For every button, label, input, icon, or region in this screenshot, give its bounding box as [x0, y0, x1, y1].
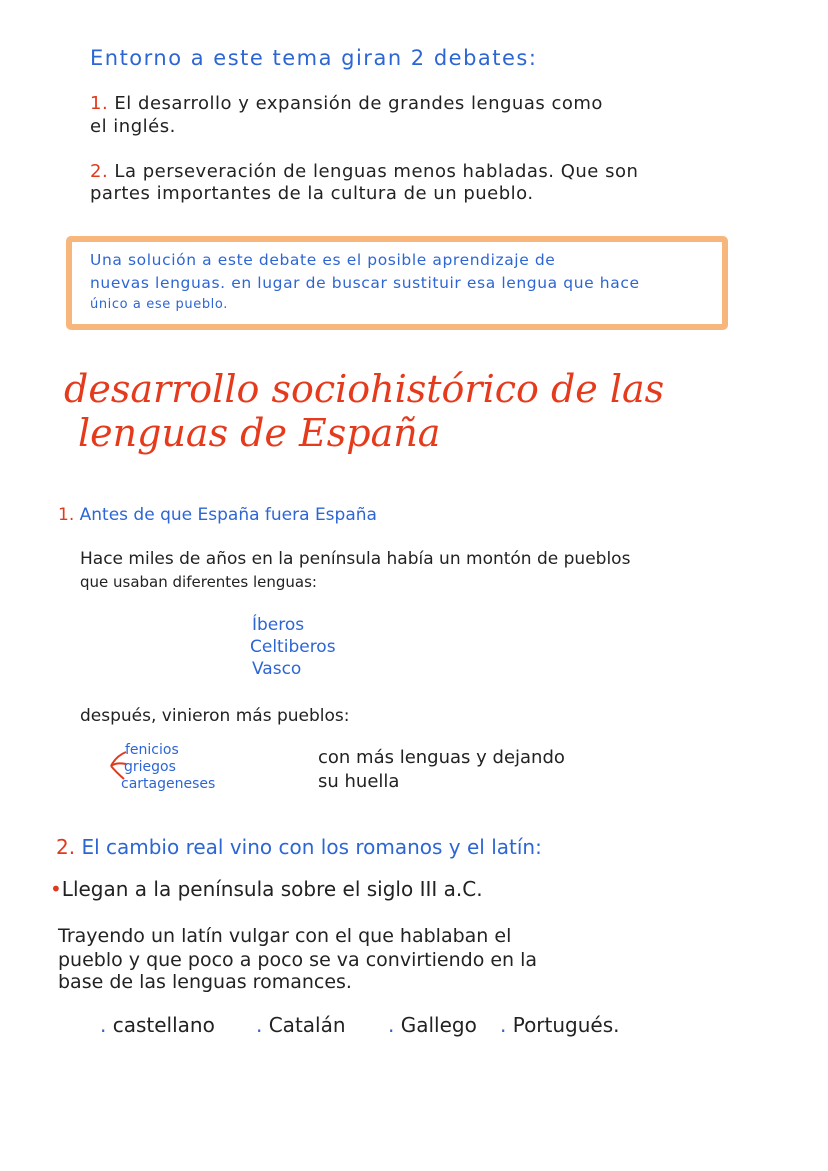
debate-2-text: La perseveración de lenguas menos habladas. Que son	[114, 161, 639, 182]
section-1-heading	[58, 506, 377, 526]
language-label: Portugués.	[512, 1013, 620, 1037]
language-gallego: . Gallego	[388, 1013, 477, 1037]
callout-line-2: nuevas lenguas. en lugar de buscar sustituir esa lengua que hace	[90, 274, 640, 292]
debate-2-text-cont: partes importantes de la cultura de un pueblo.	[90, 183, 534, 204]
newcomers-note-2: su huella	[318, 771, 400, 792]
section-2-para-2: pueblo y que poco a poco se va convirtiendo en la	[58, 949, 538, 971]
people-vasco: Vasco	[252, 659, 302, 679]
newcomer-griegos: griegos	[124, 759, 176, 775]
section-1-para-2: que usaban diferentes lenguas:	[80, 573, 317, 591]
debate-2-number: 2.	[90, 161, 109, 182]
newcomer-fenicios: fenicios	[125, 742, 179, 758]
section-2-heading	[56, 836, 542, 859]
title-line-1: desarrollo sociohistórico de las	[64, 367, 665, 411]
callout-box	[66, 236, 728, 330]
title-line-2: lenguas de España	[78, 411, 441, 455]
bullet-dot-icon: •	[50, 877, 62, 901]
debate-2	[90, 162, 638, 183]
language-portugues: . Portugués.	[500, 1013, 620, 1037]
section-2-title: El cambio real vino con los romanos y el latín:	[81, 835, 542, 859]
section-1-after: después, vinieron más pueblos:	[80, 706, 350, 726]
section-2-para-1: Trayendo un latín vulgar con el que hablaban el	[58, 925, 512, 947]
people-iberos: Íberos	[252, 615, 305, 635]
newcomers-note-1: con más lenguas y dejando	[318, 747, 565, 768]
debate-1-number: 1.	[90, 93, 109, 114]
section-2-number: 2.	[56, 835, 76, 859]
language-label: Catalán	[268, 1013, 346, 1037]
section-1-para-1: Hace miles de años en la península había un montón de pueblos	[80, 549, 631, 569]
section-2-bullet-text: Llegan a la península sobre el siglo III a.C.	[61, 877, 483, 901]
people-celtiberos: Celtiberos	[250, 637, 336, 657]
section-1-title: Antes de que España fuera España	[79, 505, 377, 525]
language-catalan: . Catalán	[256, 1013, 346, 1037]
callout-line-1: Una solución a este debate es el posible aprendizaje de	[90, 251, 556, 269]
language-label: Gallego	[400, 1013, 477, 1037]
section-1-number: 1.	[58, 505, 75, 525]
language-castellano: . castellano	[100, 1013, 215, 1037]
callout-line-3: único a ese pueblo.	[90, 297, 228, 312]
debate-1-text-cont: el inglés.	[90, 116, 176, 137]
debate-1-text: El desarrollo y expansión de grandes lenguas como	[114, 93, 603, 114]
newcomer-cartageneses: cartageneses	[121, 776, 216, 792]
language-label: castellano	[112, 1013, 215, 1037]
section-2-para-3: base de las lenguas romances.	[58, 971, 352, 993]
debate-1	[90, 94, 603, 115]
intro-heading: Entorno a este tema giran 2 debates:	[90, 46, 538, 70]
section-2-bullet	[50, 878, 483, 901]
